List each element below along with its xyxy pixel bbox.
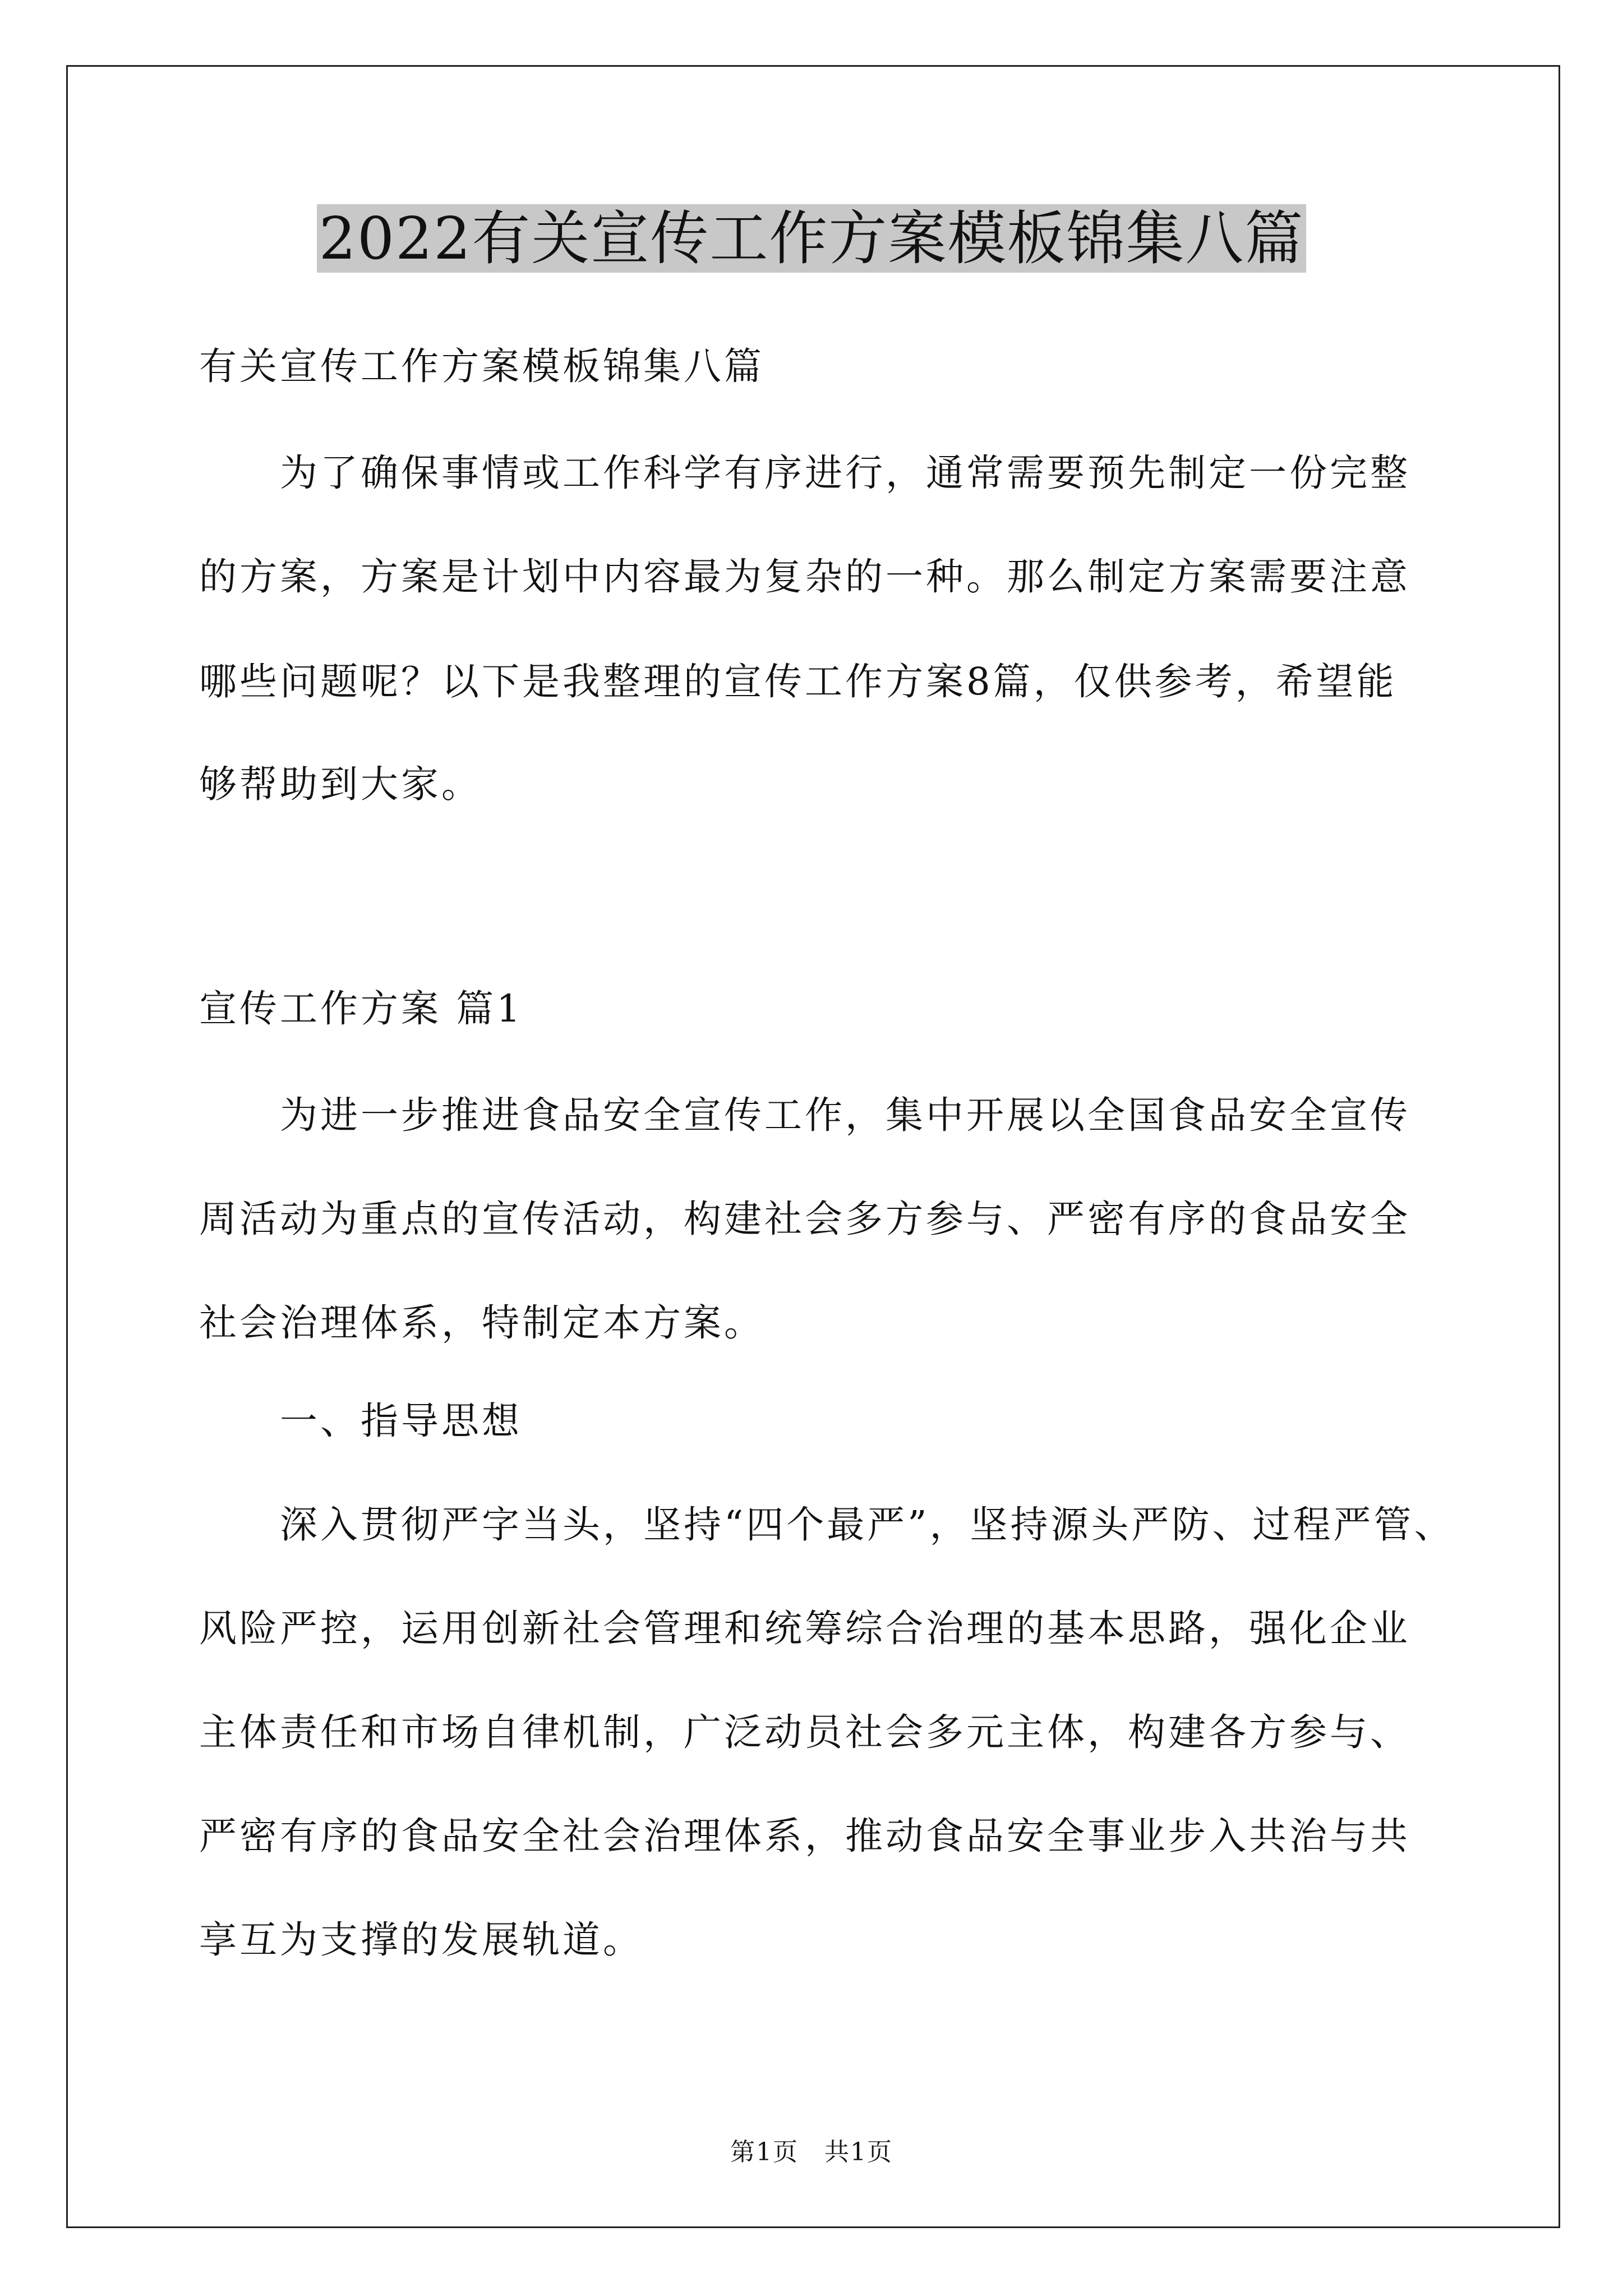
guideline-line: 享互为支撑的发展轨道。: [199, 1918, 643, 1962]
page-footer: 第1页 共1页: [730, 2138, 893, 2166]
section-line: 社会治理体系，特制定本方案。: [199, 1301, 764, 1345]
section-line: 为进一步推进食品安全宣传工作，集中开展以全国食品安全宣传: [199, 1093, 1410, 1137]
guideline-line: 风险严控，运用创新社会管理和统筹综合治理的基本思路，强化企业: [199, 1607, 1410, 1650]
intro-line: 的方案，方案是计划中内容最为复杂的一种。那么制定方案需要注意: [199, 555, 1410, 599]
guideline-line: 深入贯彻严字当头，坚持“四个最严”，坚持源头严防、过程严管、: [199, 1503, 1455, 1547]
guideline-line: 严密有序的食品安全社会治理体系，推动食品安全事业步入共治与共: [199, 1814, 1410, 1858]
guideline-line: 主体责任和市场自律机制，广泛动员社会多元主体，构建各方参与、: [199, 1710, 1410, 1754]
intro-line: 够帮助到大家。: [199, 762, 482, 806]
intro-line: 哪些问题呢？以下是我整理的宣传工作方案8篇，仅供参考，希望能: [199, 660, 1397, 703]
section-heading: 宣传工作方案 篇1: [199, 987, 523, 1030]
subtitle: 有关宣传工作方案模板锦集八篇: [199, 344, 764, 388]
subheading: 一、指导思想: [199, 1399, 522, 1443]
document-title-text: 2022有关宣传工作方案模板锦集八篇: [317, 204, 1307, 273]
document-title: [0, 202, 1623, 275]
intro-line: 为了确保事情或工作科学有序进行，通常需要预先制定一份完整: [199, 451, 1410, 495]
section-line: 周活动为重点的宣传活动，构建社会多方参与、严密有序的食品安全: [199, 1197, 1410, 1241]
